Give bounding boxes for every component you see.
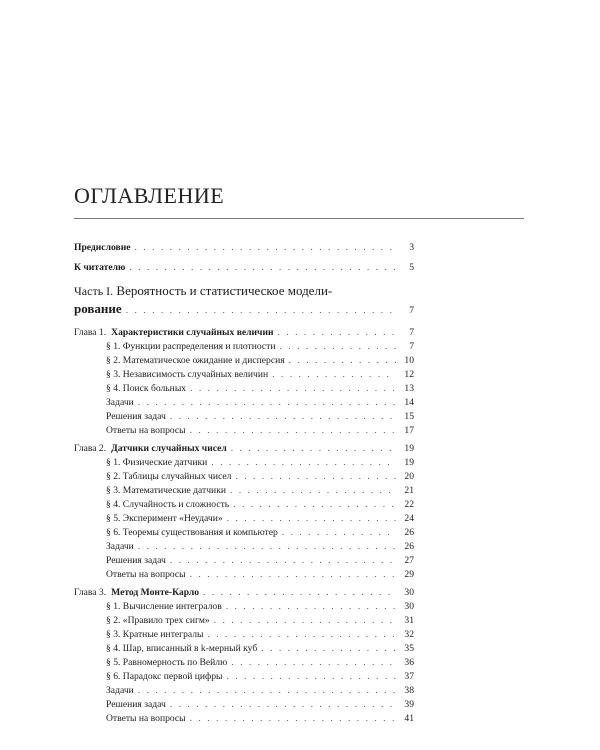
section-label: § 1. Функции распределения и плотности (106, 341, 276, 352)
toc-entry-label: Предисловие (74, 242, 131, 253)
part-title-line1: Вероятность и статистическое модели- (116, 283, 333, 298)
section-label: § 3. Независимость случайных величин (106, 369, 269, 380)
section-label: § 4. Поиск больных (106, 383, 187, 394)
toc-entry-page: 19 (404, 443, 414, 454)
dot-leader (230, 484, 396, 498)
section-page: 24 (404, 513, 414, 524)
extra-page: 15 (404, 411, 414, 422)
section-page: 13 (404, 383, 414, 394)
section-page: 20 (404, 471, 414, 482)
extra-label: Решения задач (106, 555, 166, 566)
toc-entry-page: 5 (409, 262, 414, 273)
dot-leader (190, 382, 396, 396)
extra-label: Решения задач (106, 411, 166, 422)
extra-label: Ответы на вопросы (106, 425, 186, 436)
chapter-title: Характеристики случайных величин (111, 327, 274, 338)
toc-section[interactable] (106, 642, 414, 656)
part-title-continued[interactable] (74, 301, 414, 317)
dot-leader (170, 698, 396, 712)
extra-label: Задачи (106, 397, 134, 408)
toc-section[interactable] (106, 354, 414, 368)
dot-leader (231, 656, 396, 670)
part-prefix: Часть I. (74, 284, 114, 298)
dot-leader (214, 614, 396, 628)
extra-label: Задачи (106, 685, 134, 696)
toc-section[interactable] (106, 498, 414, 512)
toc-entry-label: К читателю (74, 262, 126, 273)
section-page: 31 (404, 615, 414, 626)
section-label: § 3. Математические датчики (106, 485, 226, 496)
part-title[interactable] (74, 283, 332, 299)
extra-page: 38 (404, 685, 414, 696)
chapter-prefix: Глава 3. (74, 587, 107, 598)
toc-section[interactable] (106, 600, 414, 614)
section-label: § 5. Эксперимент «Неудачи» (106, 513, 223, 524)
toc-extra[interactable] (106, 424, 414, 438)
extra-page: 27 (404, 555, 414, 566)
extra-page: 39 (404, 699, 414, 710)
toc-section[interactable] (106, 670, 414, 684)
section-page: 12 (404, 369, 414, 380)
dot-leader (289, 354, 396, 368)
dot-leader (282, 526, 396, 540)
toc-extra[interactable] (106, 396, 414, 410)
section-page: 37 (404, 671, 414, 682)
dot-leader (261, 642, 396, 656)
section-label: § 2. «Правило трех сигм» (106, 615, 210, 626)
extra-label: Задачи (106, 541, 134, 552)
toc-entry-page: 7 (409, 327, 414, 338)
section-page: 30 (404, 601, 414, 612)
dot-leader (138, 684, 396, 698)
section-label: § 4. Шар, вписанный в k-мерный куб (106, 643, 258, 654)
section-label: § 2. Таблицы случайных чисел (106, 471, 232, 482)
chapter-prefix: Глава 2. (74, 443, 107, 454)
dot-leader (279, 340, 396, 354)
section-label: § 4. Случайность и сложность (106, 499, 230, 510)
dot-leader (226, 600, 396, 614)
extra-label: Ответы на вопросы (106, 713, 186, 724)
toc-entry-page: 7 (409, 305, 414, 316)
dot-leader (126, 303, 396, 317)
section-page: 22 (404, 499, 414, 510)
toc-extra[interactable] (106, 684, 414, 698)
toc-entry-page: 3 (409, 242, 414, 253)
dot-leader (272, 368, 396, 382)
extra-page: 26 (404, 541, 414, 552)
section-label: § 6. Парадокс первой цифры (106, 671, 223, 682)
dot-leader (138, 396, 396, 410)
toc-extra[interactable] (106, 410, 414, 424)
section-page: 26 (404, 527, 414, 538)
toc-section[interactable] (106, 340, 414, 354)
toc-section[interactable] (106, 456, 414, 470)
toc-section[interactable] (106, 526, 414, 540)
dot-leader (207, 628, 396, 642)
section-label: § 1. Вычисление интегралов (106, 601, 222, 612)
dot-leader (134, 241, 396, 255)
toc-chapter-3[interactable] (74, 586, 414, 600)
toc-section[interactable] (106, 628, 414, 642)
toc-extra[interactable] (106, 554, 414, 568)
page-title: ОГЛАВЛЕНИЕ (74, 183, 225, 208)
dot-leader (129, 261, 396, 275)
toc-entry-preface[interactable] (74, 241, 414, 255)
section-label: § 2. Математическое ожидание и дисперсия (106, 355, 285, 366)
section-page: 36 (404, 657, 414, 668)
dot-leader (190, 568, 396, 582)
toc-extra[interactable] (106, 712, 414, 726)
extra-label: Решения задач (106, 699, 166, 710)
dot-leader (190, 712, 396, 726)
chapter-title: Датчики случайных чисел (111, 443, 227, 454)
dot-leader (235, 470, 396, 484)
dot-leader (227, 670, 397, 684)
section-page: 7 (409, 341, 414, 352)
section-label: § 1. Физические датчики (106, 457, 208, 468)
extra-page: 29 (404, 569, 414, 580)
extra-label: Ответы на вопросы (106, 569, 186, 580)
section-label: § 6. Теоремы существования и компьютер (106, 527, 278, 538)
dot-leader (190, 424, 396, 438)
section-page: 21 (404, 485, 414, 496)
chapter-title: Метод Монте-Карло (111, 587, 200, 598)
dot-leader (211, 456, 396, 470)
toc-section[interactable] (106, 484, 414, 498)
toc-extra[interactable] (106, 698, 414, 712)
section-page: 35 (404, 643, 414, 654)
dot-leader (170, 410, 396, 424)
extra-page: 14 (404, 397, 414, 408)
toc-extra[interactable] (106, 540, 414, 554)
toc-section[interactable] (106, 656, 414, 670)
section-label: § 3. Кратные интегралы (106, 629, 204, 640)
toc-section[interactable] (106, 614, 414, 628)
chapter-prefix: Глава 1. (74, 327, 107, 338)
toc-extra[interactable] (106, 568, 414, 582)
toc-section[interactable] (106, 470, 414, 484)
toc-chapter-1[interactable] (74, 326, 414, 340)
toc-section[interactable] (106, 382, 414, 396)
dot-leader (231, 442, 396, 456)
section-page: 19 (404, 457, 414, 468)
section-page: 10 (404, 355, 414, 366)
toc-entry-to-reader[interactable] (74, 261, 414, 275)
toc-section[interactable] (106, 368, 414, 382)
part-title-line2: рование (74, 301, 122, 316)
section-label: § 5. Равномерность по Вейлю (106, 657, 228, 668)
toc-chapter-2[interactable] (74, 442, 414, 456)
dot-leader (170, 554, 396, 568)
dot-leader (138, 540, 396, 554)
section-page: 32 (404, 629, 414, 640)
dot-leader (203, 586, 396, 600)
dot-leader (233, 498, 396, 512)
extra-page: 41 (404, 713, 414, 724)
toc-section[interactable] (106, 512, 414, 526)
dot-leader (278, 326, 396, 340)
dot-leader (227, 512, 396, 526)
toc-entry-page: 30 (404, 587, 414, 598)
extra-page: 17 (404, 425, 414, 436)
